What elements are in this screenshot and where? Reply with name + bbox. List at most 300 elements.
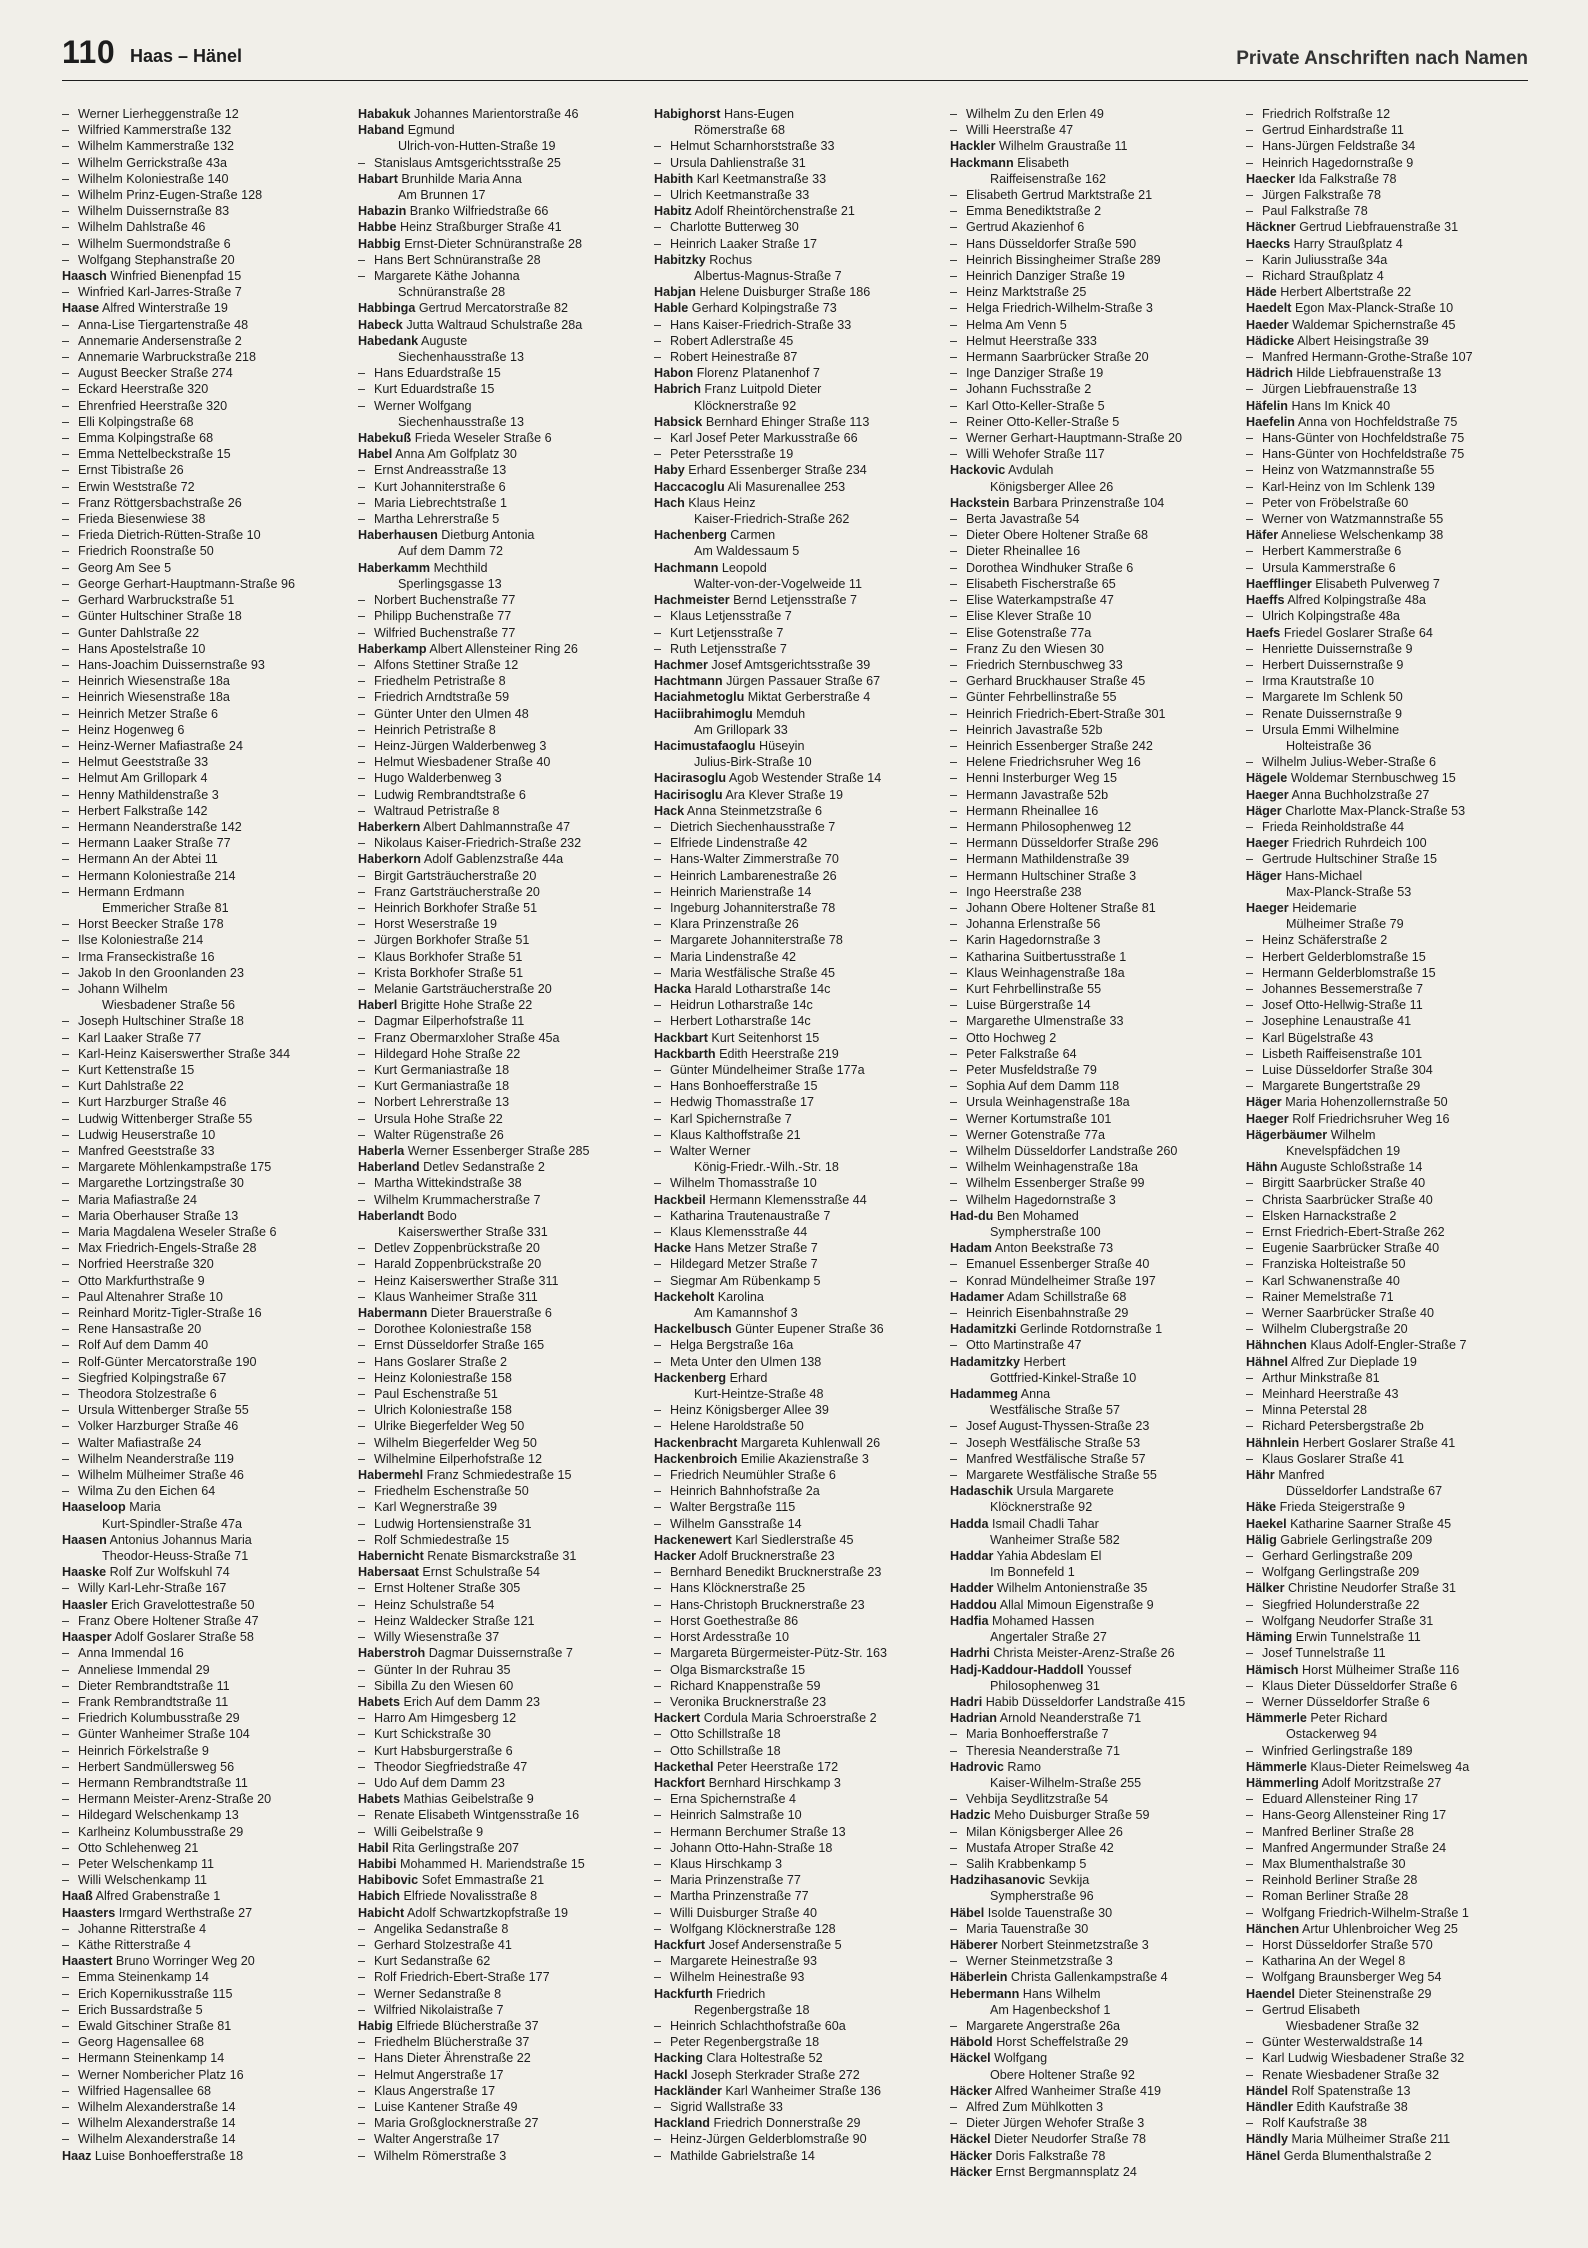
surname: Hähnchen [1246,1338,1307,1353]
directory-entry [358,608,640,624]
directory-entry [1246,430,1528,446]
directory-entry [950,1305,1232,1321]
directory-entry [358,1743,640,1759]
entry-text: Avdulah [1008,463,1054,478]
dash-marker: – [950,220,958,235]
entry-text: Reinhold Berliner Straße 28 [1262,1873,1418,1888]
directory-entry [654,1969,936,1985]
directory-entry [950,1354,1232,1370]
dash-marker: – [62,1192,70,1207]
directory-entry [950,560,1232,576]
directory-entry [950,689,1232,705]
dash-marker: – [358,771,366,786]
directory-entry [654,138,936,154]
dash-marker: – [62,479,70,494]
directory-entry [62,2050,344,2066]
entry-text: Ursula Margarete [1016,1484,1114,1499]
directory-entry [358,641,640,657]
surname: Haberland [358,1160,420,1175]
entry-text: Hans-Walter Zimmerstraße 70 [670,852,839,867]
entry-text: Bruno Worringer Weg 20 [115,1954,255,1969]
dash-marker: – [950,884,958,899]
entry-text: Hermann Philosophenweg 12 [966,819,1132,834]
entry-text: Margareta Bürgermeister-Pütz-Str. 163 [670,1646,887,1661]
entry-text: Hans Eduardstraße 15 [374,366,501,381]
directory-entry [654,1321,936,1337]
dash-marker: – [62,366,70,381]
entry-text: Karl Ludwig Wiesbadener Straße 32 [1262,2051,1465,2066]
directory-entry [358,414,640,430]
entry-text: Margarete Westfälische Straße 55 [966,1468,1157,1483]
entry-text: Herbert Sandmüllersweg 56 [78,1759,235,1774]
entry-text: Arnold Neanderstraße 71 [999,1711,1142,1726]
dash-marker: – [62,1046,70,1061]
dash-marker: – [358,690,366,705]
directory-entry [62,349,344,365]
dash-marker: – [950,706,958,721]
entry-text: Waltraud Petristraße 8 [374,803,500,818]
entry-text: Karl Keetmanstraße 33 [696,171,827,186]
directory-entry [358,138,640,154]
directory-entry [358,2115,640,2131]
entry-text: Philosophenweg 31 [990,1678,1100,1693]
dash-marker: – [62,1743,70,1758]
entry-text: Bernhard Hirschkamp 3 [708,1775,841,1790]
entry-text: Wolfgang Friedrich-Wilhelm-Straße 1 [1262,1905,1469,1920]
directory-entry [654,1548,936,1564]
entry-text: Auf dem Damm 72 [398,544,503,559]
dash-marker: – [654,1970,662,1985]
entry-text: Hermann Neanderstraße 142 [78,819,242,834]
directory-entry [62,1402,344,1418]
directory-entry [1246,1743,1528,1759]
surname: Habets [358,1792,400,1807]
entry-text: Klaus Angerstraße 17 [374,2083,496,2098]
entry-text: Memduh [756,706,806,721]
entry-text: Katharina An der Wegel 8 [1262,1954,1406,1969]
dash-marker: – [62,625,70,640]
entry-text: Brunhilde Maria Anna [401,171,522,186]
entry-text: Christine Neudorfer Straße 31 [1288,1581,1457,1596]
directory-entry [62,495,344,511]
entry-text: Heinrich Friedrich-Ebert-Straße 301 [966,706,1166,721]
entry-text: Manfred Berliner Straße 28 [1262,1824,1414,1839]
directory-entry [1246,122,1528,138]
dash-marker: – [358,1127,366,1142]
directory-entry [358,1046,640,1062]
entry-text: Heidemarie [1292,900,1357,915]
directory-entry [62,106,344,122]
directory-entry [62,219,344,235]
dash-marker: – [358,1484,366,1499]
directory-entry [654,787,936,803]
directory-entry [358,430,640,446]
directory-entry [654,252,936,268]
entry-text: Lisbeth Raiffeisenstraße 101 [1262,1046,1423,1061]
entry-text: Josef Andersenstraße 5 [708,1937,842,1952]
directory-entry [62,527,344,543]
surname: Hadzihasanovic [950,1873,1046,1888]
directory-entry [358,1143,640,1159]
dash-marker: – [1246,1387,1254,1402]
directory-entry [62,560,344,576]
entry-text: Kurt Johanniterstraße 6 [374,479,506,494]
entry-text: Friedrich [716,1986,766,2001]
directory-entry [62,1435,344,1451]
dash-marker: – [654,220,662,235]
entry-text: Johanne Ritterstraße 4 [78,1921,207,1936]
entry-text: Manfred Hermann-Grothe-Straße 107 [1262,350,1473,365]
surname: Habbig [358,236,401,251]
directory-entry [654,819,936,835]
directory-entry [654,1192,936,1208]
entry-text: Luise Düsseldorfer Straße 304 [1262,1062,1433,1077]
entry-text: Wilhelm Graustraße 11 [999,139,1128,154]
directory-entry [950,1240,1232,1256]
dash-marker: – [950,1160,958,1175]
dash-marker: – [62,1873,70,1888]
dash-marker: – [950,350,958,365]
surname: Hachmer [654,657,708,672]
entry-text: Peter von Fröbelstraße 60 [1262,495,1409,510]
entry-text: Charlotte Butterweg 30 [670,220,799,235]
entry-text: Albert Dahlmannstraße 47 [423,819,571,834]
entry-text: Helmut Wiesbadener Straße 40 [374,755,551,770]
surname: Habersaat [358,1565,419,1580]
entry-text: Karl Schwanenstraße 40 [1262,1273,1400,1288]
surname: Hähr [1246,1468,1275,1483]
dash-marker: – [1246,1646,1254,1661]
directory-entry [358,706,640,722]
directory-entry [654,1467,936,1483]
dash-marker: – [654,998,662,1013]
dash-marker: – [1246,1808,1254,1823]
dash-marker: – [1246,479,1254,494]
entry-text: Elfriede Lindenstraße 42 [670,836,808,851]
entry-text: Margarethe Lortzingstraße 30 [78,1176,244,1191]
dash-marker: – [62,1127,70,1142]
entry-text: Hermann Mathildenstraße 39 [966,852,1130,867]
dash-marker: – [62,1062,70,1077]
dash-marker: – [1246,495,1254,510]
entry-text: Rolf Friedrich-Ebert-Straße 177 [374,1970,550,1985]
entry-text: Friedrich Rolfstraße 12 [1262,107,1391,121]
entry-text: Heinrich Essenberger Straße 242 [966,738,1153,753]
directory-entry [62,1872,344,1888]
dash-marker: – [62,350,70,365]
entry-text: Gerda Blumenthalstraße 2 [1283,2148,1432,2163]
directory-entry [62,2083,344,2099]
entry-text: Holteistraße 36 [1286,738,1372,753]
entry-text: Hermann Laaker Straße 77 [78,836,231,851]
dash-marker: – [62,2067,70,2082]
directory-entry [358,1791,640,1807]
entry-text: Hermann Hultschiner Straße 3 [966,868,1137,883]
directory-entry [654,1710,936,1726]
entry-text: Herbert Gelderblomstraße 15 [1262,949,1426,964]
directory-entry [950,949,1232,965]
dash-marker: – [950,1079,958,1094]
directory-entry [654,1094,936,1110]
entry-text: Otto Schillstraße 18 [670,1727,781,1742]
entry-text: Barbara Prinzenstraße 104 [1013,495,1165,510]
entry-text: Anna von Hochfeldstraße 75 [1297,414,1458,429]
entry-text: Am Brunnen 17 [398,188,486,203]
entry-text: Anna Immendal 16 [78,1646,184,1661]
dash-marker: – [950,819,958,834]
directory-entry [654,1856,936,1872]
entry-text: Gottfried-Kinkel-Straße 10 [990,1370,1137,1385]
dash-marker: – [62,949,70,964]
surname: Hämmerle [1246,1711,1307,1726]
entry-text: Klaus Dieter Düsseldorfer Straße 6 [1262,1678,1458,1693]
dash-marker: – [1246,1954,1254,1969]
entry-text: Heinz Kaiserswerther Straße 311 [374,1273,559,1288]
entry-text: Mohamed Hassen [992,1613,1095,1628]
dash-marker: – [62,1711,70,1726]
entry-text: Peter Welschenkamp 11 [78,1856,215,1871]
directory-entry [654,2148,936,2164]
directory-entry [1246,1143,1528,1159]
entry-text: Elsken Harnackstraße 2 [1262,1208,1397,1223]
surname: Haeger [1246,836,1289,851]
directory-entry [1246,414,1528,430]
directory-entry [654,1402,936,1418]
entry-text: Peter Regenbergstraße 18 [670,2035,820,2050]
directory-entry [1246,1175,1528,1191]
entry-text: Vehbija Seydlitzstraße 54 [966,1792,1109,1807]
directory-entry [358,1435,640,1451]
surname: Hebermann [950,1986,1020,2001]
directory-entry [62,1986,344,2002]
entry-text: Gerhard Gerlingstraße 209 [1262,1549,1413,1564]
entry-text: Miktat Gerberstraße 4 [747,690,871,705]
dash-marker: – [1246,1403,1254,1418]
dash-marker: – [950,431,958,446]
dash-marker: – [62,560,70,575]
entry-text: Maria Mafiastraße 24 [78,1192,197,1207]
directory-entry [1246,1240,1528,1256]
directory-entry [950,1175,1232,1191]
directory-entry [950,1856,1232,1872]
dash-marker: – [62,1808,70,1823]
directory-entry [654,1726,936,1742]
entry-text: Heidrun Lotharstraße 14c [670,998,813,1013]
dash-marker: – [62,236,70,251]
directory-entry [654,884,936,900]
entry-text: Maria Magdalena Weseler Straße 6 [78,1225,277,1240]
entry-text: Werner Gerhart-Hauptmann-Straße 20 [966,431,1183,446]
entry-text: Horst Düsseldorfer Straße 570 [1262,1937,1433,1952]
directory-entry [654,187,936,203]
directory-entry [62,268,344,284]
entry-text: Frieda Weseler Straße 6 [414,431,552,446]
directory-entry [950,2083,1232,2099]
dash-marker: – [1246,998,1254,1013]
entry-text: Woldemar Sternbuschweg 15 [1290,771,1456,786]
dash-marker: – [62,1986,70,2001]
entry-text: Karlheinz Kolumbusstraße 29 [78,1824,244,1839]
entry-text: Hermann Steinenkamp 14 [78,2051,225,2066]
directory-entry [950,1159,1232,1175]
dash-marker: – [62,544,70,559]
entry-text: Hermann Düsseldorfer Straße 296 [966,836,1159,851]
directory-entry [1246,219,1528,235]
entry-text: Gerhard Kolpingstraße 73 [691,301,837,316]
entry-text: Adolf Rheintörchenstraße 21 [694,204,855,219]
directory-entry [654,2067,936,2083]
directory-entry [654,1224,936,1240]
directory-entry [950,1580,1232,1596]
dash-marker: – [358,1176,366,1191]
dash-marker: – [654,1630,662,1645]
dash-marker: – [950,317,958,332]
directory-entry [950,414,1232,430]
dash-marker: – [62,836,70,851]
entry-text: Karl Siedlerstraße 45 [735,1532,854,1547]
directory-entry [950,981,1232,997]
entry-text: Hans-Georg Allensteiner Ring 17 [1262,1808,1447,1823]
entry-text: Winfried Karl-Jarres-Straße 7 [78,285,242,300]
directory-entry [654,333,936,349]
entry-text: Werner Lierheggenstraße 12 [78,107,239,121]
entry-text: Veronika Brucknerstraße 23 [670,1694,827,1709]
dash-marker: – [62,1095,70,1110]
directory-entry [654,770,936,786]
entry-text: Norbert Lehrerstraße 13 [374,1095,510,1110]
entry-text: Margarete Im Schlenk 50 [1262,690,1403,705]
dash-marker: – [62,1208,70,1223]
directory-entry [358,592,640,608]
entry-text: Karin Hagedornstraße 3 [966,933,1101,948]
dash-marker: – [950,204,958,219]
directory-entry [62,1337,344,1353]
entry-text: Heinrich Wiesenstraße 18a [78,674,230,689]
dash-marker: – [358,1727,366,1742]
directory-entry [950,1062,1232,1078]
dash-marker: – [62,1824,70,1839]
entry-text: König-Friedr.-Wilh.-Str. 18 [694,1160,839,1175]
entry-text: Maria Großglocknerstraße 27 [374,2116,539,2131]
entry-text: Käthe Ritterstraße 4 [78,1937,191,1952]
directory-entry [358,462,640,478]
entry-text: Carmen [730,528,776,543]
dash-marker: – [62,317,70,332]
directory-entry [358,446,640,462]
directory-entry [1246,1208,1528,1224]
entry-text: Alfons Stettiner Straße 12 [374,657,519,672]
dash-marker: – [950,836,958,851]
entry-text: Erwin Weststraße 72 [78,479,195,494]
directory-entry [950,576,1232,592]
surname: Hadrovic [950,1759,1004,1774]
dash-marker: – [1246,1257,1254,1272]
surname: Hähnel [1246,1354,1288,1369]
dash-marker: – [654,1273,662,1288]
dash-marker: – [1246,1565,1254,1580]
dash-marker: – [62,382,70,397]
dash-marker: – [654,1354,662,1369]
directory-entry [1246,1127,1528,1143]
entry-text: Joseph Hultschiner Straße 18 [78,1014,244,1029]
entry-text: Horst Beecker Straße 178 [78,917,224,932]
entry-text: Klara Prinzenstraße 26 [670,917,799,932]
dash-marker: – [358,1597,366,1612]
directory-entry [1246,1030,1528,1046]
entry-text: Heinrich Javastraße 52b [966,722,1103,737]
entry-text: Detlev Zoppenbrückstraße 20 [374,1241,540,1256]
dash-marker: – [654,884,662,899]
entry-text: Egmund [407,123,455,138]
dash-marker: – [950,1856,958,1871]
directory-entry [1246,851,1528,867]
entry-text: Branko Wilfriedstraße 66 [409,204,549,219]
dash-marker: – [62,1678,70,1693]
directory-entry [62,1078,344,1094]
entry-text: Klaus Klemensstraße 44 [670,1225,808,1240]
dash-marker: – [358,495,366,510]
dash-marker: – [950,965,958,980]
entry-text: Adolf Brucknerstraße 23 [698,1549,835,1564]
directory-entry [62,819,344,835]
entry-text: Hilde Liebfrauenstraße 13 [1296,366,1442,381]
entry-text: Heinrich Borkhofer Straße 51 [374,900,538,915]
entry-text: Herbert [1023,1354,1066,1369]
dash-marker: – [1246,1889,1254,1904]
entry-text: Wilhelm Zu den Erlen 49 [966,107,1104,121]
entry-text: Gertrud Akazienhof 6 [966,220,1085,235]
dash-marker: – [1246,1322,1254,1337]
entry-text: Helmut Am Grillopark 4 [78,771,208,786]
entry-text: Emmericher Straße 81 [102,900,229,915]
entry-text: Paul Eschenstraße 51 [374,1387,498,1402]
entry-text: Wilhelm Hagedornstraße 3 [966,1192,1116,1207]
directory-entry [950,1386,1232,1402]
entry-text: Dieter Obere Holtener Straße 68 [966,528,1148,543]
entry-text: Willi Geibelstraße 9 [374,1824,484,1839]
directory-entry [1246,965,1528,981]
surname: Haberhausen [358,528,438,543]
entry-text: Werner Nombericher Platz 16 [78,2067,244,2082]
directory-entry [1246,1532,1528,1548]
directory-entry [62,965,344,981]
directory-entry [950,1435,1232,1451]
directory-entry [1246,1807,1528,1823]
directory-entry [654,1694,936,1710]
dash-marker: – [654,2099,662,2114]
directory-entry [1246,349,1528,365]
dash-marker: – [358,2148,366,2163]
directory-entry [62,1743,344,1759]
dash-marker: – [62,204,70,219]
directory-entry [1246,981,1528,997]
dash-marker: – [62,431,70,446]
dash-marker: – [654,1079,662,1094]
entry-text: Westfälische Straße 57 [990,1403,1120,1418]
directory-entry [654,851,936,867]
dash-marker: – [950,560,958,575]
directory-entry [62,1759,344,1775]
directory-entry [62,1013,344,1029]
directory-entry [1246,1905,1528,1921]
surname: Habakuk [358,107,411,121]
dash-marker: – [1246,1030,1254,1045]
entry-text: Johann Otto-Hahn-Straße 18 [670,1840,833,1855]
directory-entry [654,171,936,187]
dash-marker: – [62,1970,70,1985]
entry-text: Jürgen Falkstraße 78 [1262,188,1381,203]
entry-text: Philipp Buchenstraße 77 [374,609,512,624]
